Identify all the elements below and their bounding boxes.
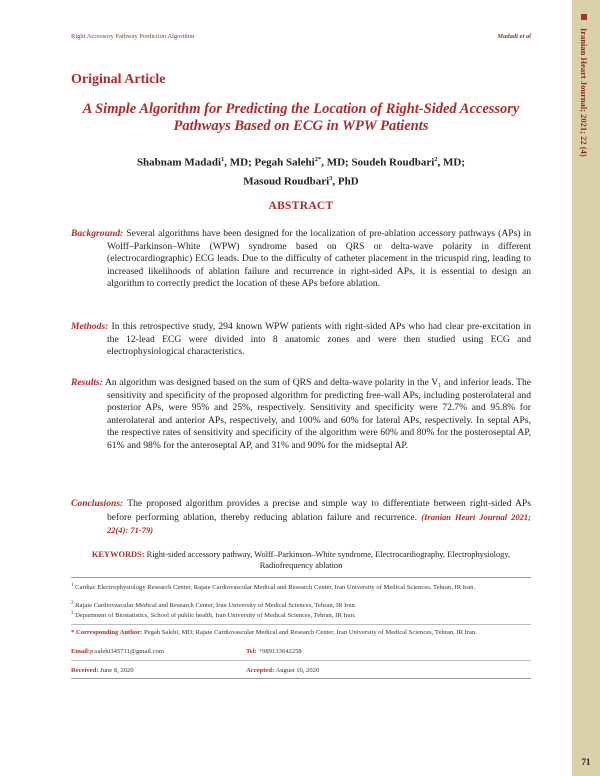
square-bullet-icon bbox=[581, 14, 587, 20]
affiliation-text: Rajaie Cardiovascular Medical and Research Center, Iran University of Medical Sciences, Tehran, IR Iran. bbox=[75, 602, 357, 610]
divider bbox=[71, 624, 531, 625]
affiliation-text: Cardiac Electrophysiology Research Center, Rajaie Cardiovascular Medical and Research Center, Iran University of Medical Sciences, Tehran, IR Iran. bbox=[75, 584, 476, 592]
author-name: Pegah Salehi bbox=[254, 156, 315, 169]
author-name: Soudeh Roudbari bbox=[351, 156, 435, 169]
corresponding-text: Pegah Salehi, MD; Rajaie Cardiovascular Medical and Research Center, Iran University of Medical Sciences, Tehran, IR Iran. bbox=[143, 629, 477, 636]
accepted-value: August 10, 2020 bbox=[275, 667, 320, 674]
affiliation-number: 1 bbox=[71, 583, 74, 588]
journal-citation-inline: (Iranian Heart Journal 2021; 22(4): 71-79) bbox=[107, 511, 531, 535]
received-label: Received: bbox=[71, 667, 99, 674]
section-label: Results: bbox=[71, 377, 103, 388]
corresponding-label: * Corresponding Author: bbox=[71, 629, 143, 636]
tel-value: +989133642258 bbox=[258, 648, 302, 655]
author-affiliation-mark: 1 bbox=[221, 156, 225, 163]
divider bbox=[71, 660, 531, 661]
affiliation bbox=[71, 582, 531, 592]
corresponding-author bbox=[71, 629, 531, 637]
email-value[interactable]: p.salehi345711@gmail.com bbox=[90, 648, 165, 655]
page-number: 71 bbox=[581, 757, 591, 767]
abstract-methods bbox=[71, 321, 531, 359]
section-label: Methods: bbox=[71, 321, 109, 332]
section-text: Several algorithms have been designed for the localization of pre-ablation accessory pathways (APs) in Wolff–Parkinson–White (WPW) syndrome based on QRS or delta-wave polarity in different (electrocardiographic) ECG leads. Due to the difficulty of catheter placement in the tricuspid ring, leading to increased likelihoods of ablation failure and recurrence in right-sided APs, it is essential to design an algorithm to correctly predict the location of these APs before ablation. bbox=[107, 228, 531, 289]
author-name: Masoud Roudbari bbox=[243, 175, 330, 188]
section-text: In this retrospective study, 294 known WPW patients with right-sided APs who had clear pre-excitation in the 12-lead ECG were divided into 8 anatomic zones and were then studied using ECG and electrophysiological characteristics. bbox=[107, 321, 531, 357]
author-degree: , MD; bbox=[437, 156, 466, 169]
article-info-box bbox=[71, 577, 531, 679]
section-text: The proposed algorithm provides a precise and simple way to differentiate between right-sided APs before performing ablation, thereby reducing ablation failure and recurrence. bbox=[107, 498, 531, 523]
section-text: An algorithm was designed based on the sum of QRS and delta-wave polarity in the V₁ and inferior leads. The sensitivity and specificity of the proposed algorithm for predicting free-wall APs, including posterolateral and posterior APs, were 95% and 25%, respectively. Sensitivity and specificity were 72.7% and 95.8% for anterolateral and anterior APs, respectively, and 100% and 60% for lateral APs, respectively. In septal APs, the respective rates of sensitivity and specificity of the algorithm were 60% and 80% for the posteroseptal AP, 61% and 98% for the anteroseptal AP, and 31% and 90% for the midseptal AP. bbox=[104, 377, 531, 451]
email-label: Email: bbox=[71, 648, 91, 655]
author-list bbox=[71, 152, 531, 189]
keywords bbox=[71, 549, 531, 571]
article-type: Original Article bbox=[71, 72, 166, 87]
affiliation bbox=[71, 600, 531, 610]
email bbox=[71, 648, 164, 655]
abstract-heading: ABSTRACT bbox=[268, 200, 334, 212]
affiliation-text: Department of Biostatistics, School of public health, Iran University of Medical Sciences, Tehran, IR Iran. bbox=[75, 612, 356, 620]
running-head-title: Right Accessory Pathway Prediction Algorithm bbox=[71, 33, 195, 40]
article-title: A Simple Algorithm for Predicting the Location of Right-Sided Accessory Pathways Based on ECG in WPW Patients bbox=[82, 101, 520, 134]
author-affiliation-mark: 2* bbox=[314, 156, 322, 163]
keywords-label: KEYWORDS: bbox=[91, 550, 145, 559]
abstract-conclusions bbox=[71, 498, 531, 538]
keywords-text: Right-sided accessory pathway, Wolff–Parkinson–White syndrome, Electrocardiography, Electrophysiology, Radiofrequency ablation bbox=[146, 550, 511, 570]
accepted-label: Accepted: bbox=[246, 667, 275, 674]
author-name: Shabnam Madadi bbox=[136, 156, 221, 169]
accepted-date bbox=[246, 667, 319, 674]
telephone bbox=[246, 648, 302, 655]
section-label: Conclusions: bbox=[71, 498, 124, 509]
received-value: June 8, 2020 bbox=[100, 667, 134, 674]
affiliation-number: 2 bbox=[71, 601, 74, 606]
affiliation bbox=[71, 610, 531, 620]
section-label: Background: bbox=[71, 228, 124, 239]
author-degree: , MD; bbox=[224, 156, 255, 169]
received-date bbox=[71, 667, 134, 674]
journal-sidebar bbox=[572, 0, 600, 776]
author-affiliation-mark: 3 bbox=[329, 174, 333, 182]
abstract-background bbox=[71, 228, 531, 291]
tel-label: Tel: bbox=[246, 648, 257, 655]
running-head-authors: Madadi et al bbox=[497, 33, 531, 40]
author-affiliation-mark: 2 bbox=[434, 156, 438, 163]
author-degree: , PhD bbox=[332, 175, 359, 188]
journal-citation: Iranian Heart Journal; 2021; 22 (4) bbox=[579, 28, 589, 157]
abstract-results bbox=[71, 377, 531, 452]
author-degree: , MD; bbox=[321, 156, 352, 169]
affiliation-number: 3 bbox=[71, 611, 74, 616]
